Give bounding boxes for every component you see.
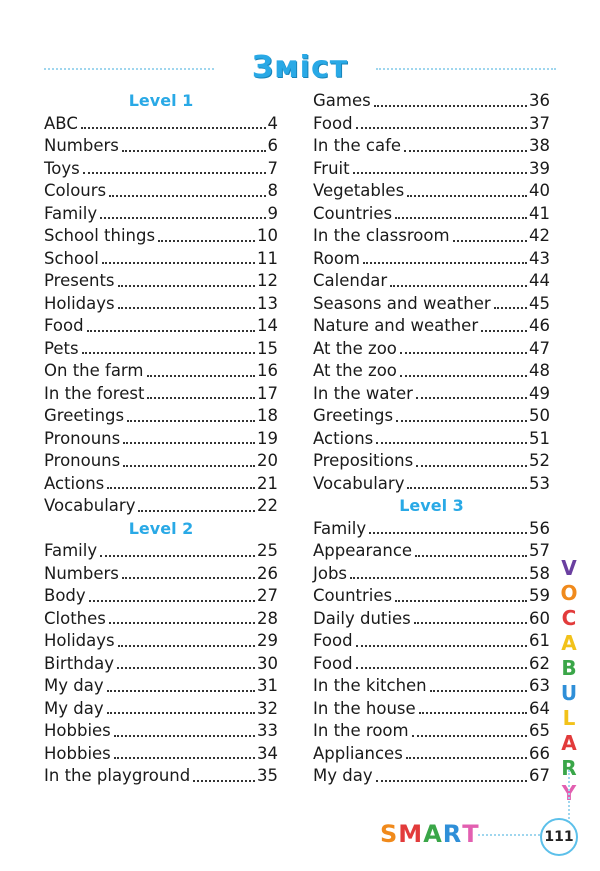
dot-leader [376,428,527,445]
toc-entry-title: Vocabulary [44,496,136,515]
toc-entry-page: 33 [257,721,278,740]
toc-entry-page: 10 [257,226,278,245]
toc-entry-page: 43 [529,248,550,268]
toc-entry-title: Room [313,248,360,268]
toc-entry-page: 59 [529,586,550,605]
toc-entry[interactable] [313,450,550,473]
toc-entry-page: 67 [529,766,550,785]
toc-entry-title: Greetings [313,406,394,425]
toc-entry-page: 41 [529,203,550,223]
toc-entry-title: Family [44,541,98,560]
dot-leader [100,540,255,557]
dot-leader [369,518,527,535]
toc-entry-title: My day [44,698,104,718]
dot-leader [100,203,265,220]
toc-entry[interactable] [313,203,550,226]
smart-logo-letter: S [380,820,399,848]
toc-entry-title: My day [44,676,104,695]
dot-leader [147,383,255,400]
toc-entry[interactable] [313,720,550,743]
toc-entry-title: In the room [313,721,409,740]
toc-entry-title: In the house [313,698,416,718]
dot-leader [158,225,255,242]
toc-entry[interactable] [44,405,278,428]
dot-leader [193,765,255,782]
toc-entry-page: 40 [529,181,550,200]
toc-entry-title: ABC [44,113,78,133]
vocabulary-letter: C [561,606,577,630]
toc-entry-page: 35 [257,766,278,785]
smart-logo-letter: M [398,820,424,848]
toc-entry[interactable] [44,135,278,158]
toc-entry-page: 12 [257,271,278,290]
toc-entry-title: Calendar [313,271,388,290]
toc-entry[interactable] [313,608,550,631]
toc-entry-title: Vocabulary [313,473,405,493]
dot-leader [102,248,255,265]
toc-entry[interactable] [44,743,278,766]
toc-entry[interactable] [44,180,278,203]
dot-leader [109,608,255,625]
toc-entry[interactable] [44,383,278,406]
dot-leader [407,473,527,490]
toc-entry-title: Pets [44,338,79,358]
toc-entry[interactable] [44,113,278,136]
toc-entry[interactable] [313,540,550,563]
toc-entry[interactable] [44,698,278,721]
toc-entry-page: 4 [267,113,278,133]
dot-leader [356,630,527,647]
toc-entry-page: 61 [529,631,550,650]
toc-entry-title: My day [313,766,373,785]
smart-logo-letter: R [442,820,463,848]
toc-entry-page: 60 [529,608,550,628]
dot-leader [356,653,527,670]
toc-entry-page: 48 [529,361,550,380]
smart-logo-letter: A [423,820,443,848]
toc-entry-title: Actions [44,473,105,493]
toc-entry[interactable] [44,765,278,788]
toc-entry[interactable] [44,158,278,181]
toc-entry[interactable] [44,293,278,316]
toc-entry-title: Food [313,113,353,133]
toc-entry-title: Birthday [44,653,114,673]
toc-entry-page: 51 [529,428,550,448]
toc-entry-page: 58 [529,563,550,583]
toc-entry-page: 11 [257,248,278,268]
dot-leader [83,158,266,175]
dot-leader [400,338,527,355]
toc-entry-page: 28 [257,608,278,628]
dot-leader [147,360,256,377]
toc-entry[interactable] [313,90,550,113]
toc-entry-page: 7 [267,158,278,178]
toc-entry-title: Presents [44,271,115,290]
toc-entry-page: 62 [529,653,550,673]
dot-leader [138,495,255,512]
dot-leader [107,698,255,715]
toc-entry-page: 42 [529,226,550,245]
toc-entry-title: Clothes [44,608,106,628]
toc-entry-page: 37 [529,113,550,133]
toc-entry[interactable] [313,225,550,248]
vocabulary-letter: A [561,631,577,655]
toc-entry[interactable] [313,135,550,158]
toc-entry-page: 53 [529,473,550,493]
toc-entry-page: 18 [257,406,278,425]
toc-entry[interactable] [44,270,278,293]
toc-entry-title: Daily duties [313,608,411,628]
toc-entry-title: At the zoo [313,361,397,380]
toc-entry[interactable] [313,653,550,676]
toc-entry-page: 15 [257,338,278,358]
dot-leader [118,630,255,647]
dot-leader [114,743,255,760]
toc-entry-title: In the playground [44,766,191,785]
toc-entry-page: 57 [529,541,550,560]
toc-entry[interactable] [313,765,550,788]
toc-entry-page: 8 [267,181,278,200]
toc-entry[interactable] [313,585,550,608]
toc-entry[interactable] [313,563,550,586]
toc-entry[interactable] [313,383,550,406]
dot-leader [109,180,265,197]
toc-entry[interactable] [44,450,278,473]
toc-entry-title: Food [313,631,353,650]
toc-entry-title: Actions [313,428,374,448]
toc-entry-title: Appliances [313,743,403,763]
toc-entry[interactable] [313,473,550,496]
toc-entry-title: School [44,248,99,268]
toc-entry-page: 21 [257,473,278,493]
toc-entry-page: 45 [529,293,550,313]
toc-entry-title: Body [44,586,86,605]
toc-entry-page: 66 [529,743,550,763]
toc-entry[interactable] [313,698,550,721]
toc-entry[interactable] [44,585,278,608]
toc-entry-page: 63 [529,676,550,695]
vocabulary-letter: Y [561,781,577,805]
toc-entry[interactable] [313,180,550,203]
level-heading: Level 2 [128,518,194,538]
toc-entry-title: Pronouns [44,451,121,470]
dot-leader [118,293,255,310]
smart-logo-letter: T [462,820,480,848]
toc-entry-page: 29 [257,631,278,650]
toc-entry-page: 64 [529,698,550,718]
toc-entry-title: Games [313,91,371,110]
toc-entry-page: 6 [267,136,278,155]
dot-leader [416,383,527,400]
dot-leader [122,135,266,152]
toc-entry[interactable] [313,360,550,383]
toc-entry-page: 25 [257,541,278,560]
toc-entry-page: 38 [529,136,550,155]
dot-leader [363,248,527,265]
dot-leader [123,428,255,445]
toc-entry-page: 52 [529,451,550,470]
toc-entry[interactable] [44,360,278,383]
level-heading: Level 3 [399,496,464,515]
toc-entry[interactable] [44,225,278,248]
toc-entry[interactable] [313,315,550,338]
dot-leader [374,90,527,107]
toc-entry-page: 32 [257,698,278,718]
toc-entry[interactable] [313,113,550,136]
dot-leader [400,360,527,377]
toc-entry-title: Hobbies [44,743,111,763]
toc-entry[interactable] [313,405,550,428]
dot-leader [416,450,527,467]
dot-leader [87,315,255,332]
dot-leader [419,698,527,715]
dot-leader [114,720,255,737]
toc-entry-page: 49 [529,383,550,403]
toc-entry-title: Vegetables [313,181,405,200]
dot-leader [81,113,266,130]
toc-entry-page: 56 [529,518,550,538]
toc-entry[interactable] [313,743,550,766]
toc-entry[interactable] [44,630,278,653]
vocabulary-vertical-logo [556,556,582,806]
toc-entry-title: Hobbies [44,721,111,740]
toc-entry[interactable] [44,720,278,743]
dot-leader [406,743,527,760]
dot-leader [390,270,527,287]
toc-entry[interactable] [44,473,278,496]
toc-entry-page: 39 [529,158,550,178]
toc-entry-page: 9 [267,203,278,223]
toc-entry-title: Numbers [44,563,119,583]
dot-leader [107,473,255,490]
toc-entry[interactable] [313,518,550,541]
toc-entry[interactable] [44,338,278,361]
toc-entry-title: School things [44,226,156,245]
dot-leader [89,585,255,602]
smart-logo [380,820,480,848]
toc-entry-title: Nature and weather [313,316,479,335]
toc-entry[interactable] [313,293,550,316]
toc-entry-title: Pronouns [44,428,121,448]
toc-entry-page: 50 [529,406,550,425]
dot-leader [414,608,527,625]
toc-entry[interactable] [44,248,278,271]
toc-entry[interactable] [44,540,278,563]
toc-entry[interactable] [313,158,550,181]
toc-entry-page: 36 [529,91,550,110]
toc-column-left [44,90,278,788]
page-number: 111 [540,818,578,856]
toc-entry-title: On the farm [44,361,144,380]
dot-leader [127,405,255,422]
dot-leader [494,293,527,310]
toc-entry[interactable] [313,338,550,361]
toc-entry-page: 65 [529,721,550,740]
level-heading: Level 1 [128,91,194,110]
toc-entry-page: 34 [257,743,278,763]
toc-entry-title: Fruit [313,158,350,178]
toc-entry-page: 26 [257,563,278,583]
toc-entry-title: Food [44,316,84,335]
toc-entry-title: Countries [313,203,393,223]
toc-entry-page: 44 [529,271,550,290]
dot-leader [395,585,527,602]
toc-entry-title: Appearance [313,541,413,560]
dot-leader [396,405,527,422]
vocabulary-letter: A [561,731,577,755]
header [0,48,600,88]
dot-leader [376,765,527,782]
toc-entry[interactable] [44,315,278,338]
vocabulary-letter: L [562,706,576,730]
toc-entry-title: In the kitchen [313,676,427,695]
toc-entry[interactable] [44,653,278,676]
toc-entry-page: 30 [257,653,278,673]
toc-entry-title: Jobs [313,563,348,583]
toc-entry[interactable] [44,563,278,586]
dot-leader [481,315,527,332]
toc-entry-title: In the water [313,383,413,403]
toc-entry[interactable] [313,675,550,698]
dot-leader [82,338,255,355]
dot-leader [407,180,527,197]
dot-leader [430,675,527,692]
vocabulary-letter: R [561,756,577,780]
toc-entry-title: At the zoo [313,338,397,358]
toc-entry-page: 17 [257,383,278,403]
page-title: Зміст [251,50,349,85]
toc-entry-page: 14 [257,316,278,335]
dot-leader [107,675,255,692]
vocabulary-letter: U [560,681,578,705]
dot-leader [117,653,255,670]
toc-entry[interactable] [44,203,278,226]
toc-entry-title: Seasons and weather [313,293,491,313]
dot-leader [353,158,527,175]
toc-entry[interactable] [313,270,550,293]
title-divider-right [376,68,556,70]
toc-entry-page: 27 [257,586,278,605]
toc-entry-title: Family [313,518,367,538]
toc-entry-page: 20 [257,451,278,470]
toc-entry-title: Greetings [44,406,125,425]
dot-leader [118,270,255,287]
dot-leader [453,225,527,242]
toc-entry-title: Toys [44,158,80,178]
toc-entry[interactable] [44,675,278,698]
dot-leader [356,113,527,130]
toc-entry-title: Colours [44,181,107,200]
toc-entry-title: In the forest [44,383,145,403]
toc-entry[interactable] [44,495,278,518]
toc-entry-title: Family [44,203,98,223]
toc-entry-title: Holidays [44,631,115,650]
vocabulary-letter: O [560,581,578,605]
dot-leader [412,720,527,737]
toc-entry-page: 13 [257,293,278,313]
toc-column-right [313,90,550,788]
dot-leader [404,135,527,152]
dot-leader [350,563,527,580]
toc-entry-title: In the classroom [313,226,450,245]
vocabulary-letter: V [561,556,577,580]
toc-entry[interactable] [44,608,278,631]
toc-entry-page: 31 [257,676,278,695]
dot-leader [123,450,255,467]
vocabulary-letter: B [561,656,577,680]
toc-entry-page: 46 [529,316,550,335]
toc-entry-page: 19 [257,428,278,448]
toc-entry-page: 16 [257,361,278,380]
footer-dotted-line [478,834,540,836]
toc-entry[interactable] [313,428,550,451]
toc-entry[interactable] [313,248,550,271]
toc-entry-page: 47 [529,338,550,358]
toc-entry[interactable] [313,630,550,653]
toc-entry[interactable] [44,428,278,451]
toc-entry-page: 22 [257,496,278,515]
toc-entry-title: Prepositions [313,451,414,470]
toc-entry-title: Numbers [44,136,119,155]
toc-entry-title: Food [313,653,353,673]
toc-entry-title: Holidays [44,293,115,313]
toc-entry-title: Countries [313,586,393,605]
dot-leader [395,203,527,220]
dot-leader [415,540,527,557]
toc-entry-title: In the cafe [313,136,402,155]
dot-leader [122,563,255,580]
